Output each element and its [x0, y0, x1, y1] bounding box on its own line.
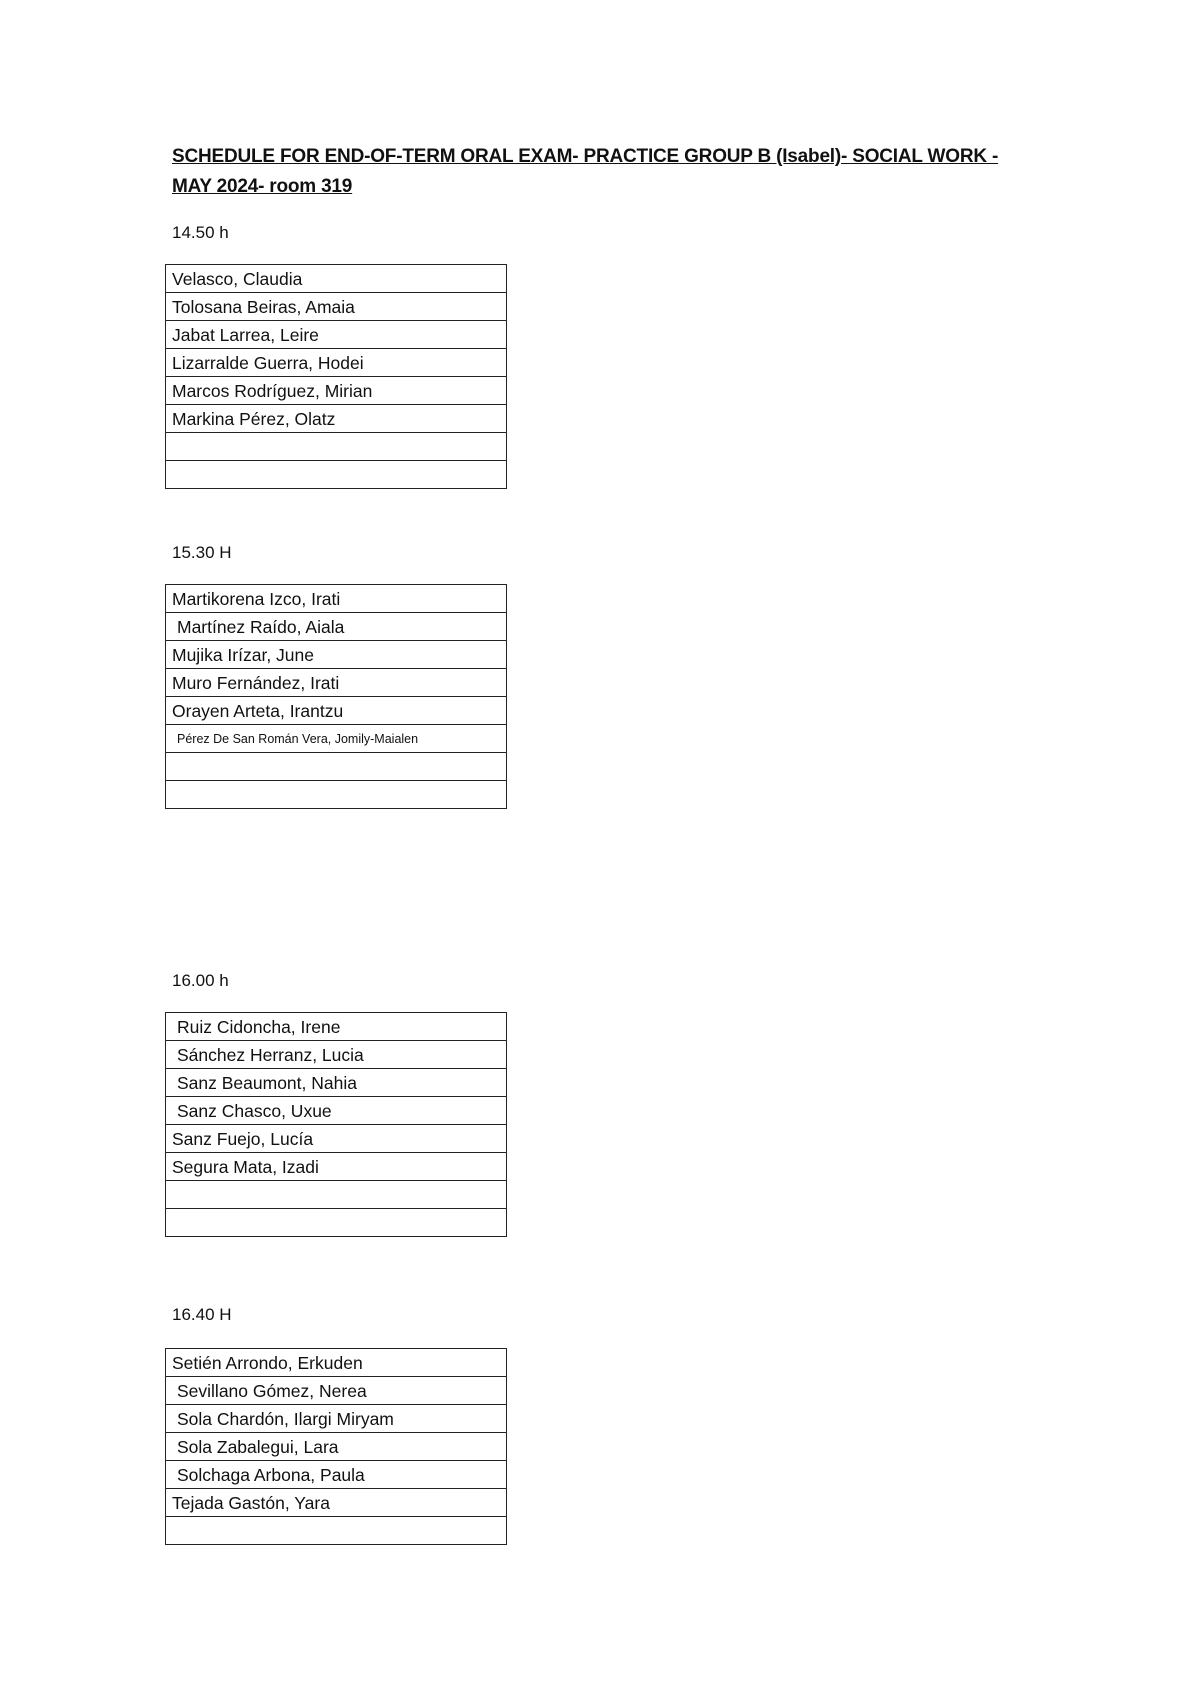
students-table-slot-4 — [165, 1348, 507, 1545]
table-row — [166, 1461, 507, 1489]
student-name: Velasco, Claudia — [166, 265, 507, 293]
student-name: Lizarralde Guerra, Hodei — [166, 349, 507, 377]
students-table-slot-2 — [165, 584, 507, 809]
time-label-slot-1: 14.50 h — [172, 223, 229, 242]
students-table-slot-1 — [165, 264, 507, 489]
table-row — [166, 1041, 507, 1069]
students-table-slot-3 — [165, 1012, 507, 1237]
student-name: Pérez De San Román Vera, Jomily-Maialen — [166, 725, 507, 753]
table-row — [166, 781, 507, 809]
table-row — [166, 265, 507, 293]
student-name: Markina Pérez, Olatz — [166, 405, 507, 433]
table-row — [166, 433, 507, 461]
table-row — [166, 669, 507, 697]
empty-cell — [166, 1517, 507, 1545]
empty-cell — [166, 461, 507, 489]
student-name: Sanz Beaumont, Nahia — [166, 1069, 507, 1097]
table-row — [166, 1433, 507, 1461]
table-row — [166, 641, 507, 669]
table-row — [166, 1069, 507, 1097]
table-row — [166, 1489, 507, 1517]
student-name: Sanz Fuejo, Lucía — [166, 1125, 507, 1153]
empty-cell — [166, 1209, 507, 1237]
student-name: Sevillano Gómez, Nerea — [166, 1377, 507, 1405]
table-row — [166, 1517, 507, 1545]
time-label-slot-2: 15.30 H — [172, 543, 232, 562]
table-row — [166, 585, 507, 613]
student-name: Sola Zabalegui, Lara — [166, 1433, 507, 1461]
empty-cell — [166, 781, 507, 809]
table-row — [166, 1125, 507, 1153]
table-row — [166, 1349, 507, 1377]
table-row — [166, 377, 507, 405]
table-row — [166, 1209, 507, 1237]
table-row — [166, 1377, 507, 1405]
student-name: Orayen Arteta, Irantzu — [166, 697, 507, 725]
student-name: Sánchez Herranz, Lucia — [166, 1041, 507, 1069]
table-row — [166, 725, 507, 753]
table-row — [166, 697, 507, 725]
student-name: Ruiz Cidoncha, Irene — [166, 1013, 507, 1041]
student-name: Setién Arrondo, Erkuden — [166, 1349, 507, 1377]
student-name: Marcos Rodríguez, Mirian — [166, 377, 507, 405]
table-row — [166, 405, 507, 433]
time-label-slot-4: 16.40 H — [172, 1305, 232, 1324]
table-row — [166, 293, 507, 321]
document-title: SCHEDULE FOR END-OF-TERM ORAL EXAM- PRACTICE GROUP B (Isabel)- SOCIAL WORK - MAY 2024- room 319 — [172, 146, 999, 197]
table-row — [166, 321, 507, 349]
empty-cell — [166, 753, 507, 781]
empty-cell — [166, 1181, 507, 1209]
table-row — [166, 613, 507, 641]
student-name: Tejada Gastón, Yara — [166, 1489, 507, 1517]
table-row — [166, 1405, 507, 1433]
table-row — [166, 1097, 507, 1125]
table-row — [166, 1153, 507, 1181]
student-name: Martínez Raído, Aiala — [166, 613, 507, 641]
empty-cell — [166, 433, 507, 461]
table-row — [166, 1181, 507, 1209]
table-row — [166, 349, 507, 377]
student-name: Solchaga Arbona, Paula — [166, 1461, 507, 1489]
table-row — [166, 753, 507, 781]
student-name: Jabat Larrea, Leire — [166, 321, 507, 349]
table-row — [166, 461, 507, 489]
time-label-slot-3: 16.00 h — [172, 971, 229, 990]
student-name: Muro Fernández, Irati — [166, 669, 507, 697]
student-name: Mujika Irízar, June — [166, 641, 507, 669]
student-name: Sola Chardón, Ilargi Miryam — [166, 1405, 507, 1433]
student-name: Segura Mata, Izadi — [166, 1153, 507, 1181]
table-row — [166, 1013, 507, 1041]
student-name: Martikorena Izco, Irati — [166, 585, 507, 613]
student-name: Tolosana Beiras, Amaia — [166, 293, 507, 321]
student-name: Sanz Chasco, Uxue — [166, 1097, 507, 1125]
